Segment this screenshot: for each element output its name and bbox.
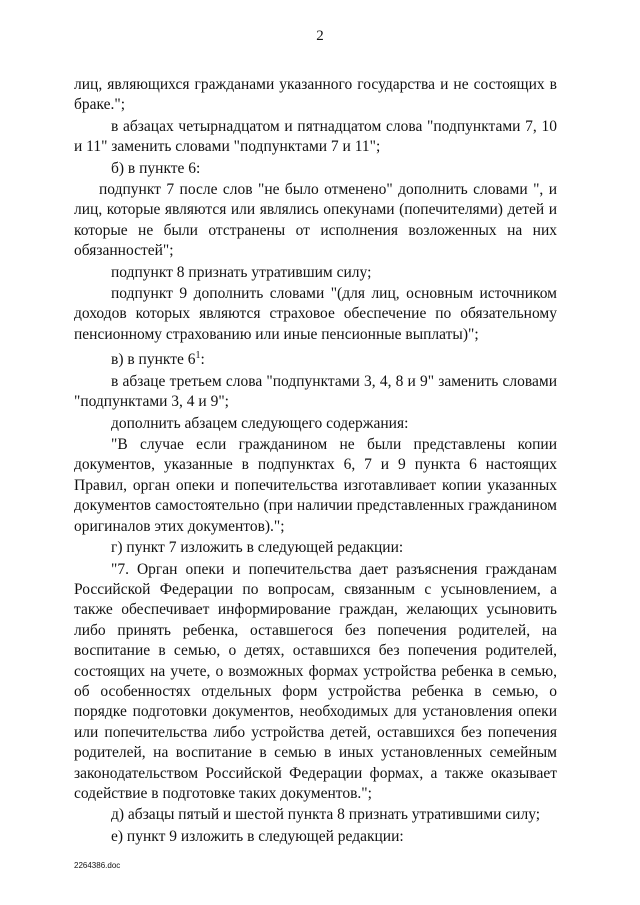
paragraph: д) абзацы пятый и шестой пункта 8 признать утратившими силу; [111,806,541,824]
paragraph: подпункт 8 признать утратившим силу; [111,263,372,281]
paragraph: "7. Орган опеки и попечительства дает разъяснения гражданам Российской Федерации по вопросам, связанным с усыновлением, а также обеспечивает информирование граждан, желающих усыновить либо принять ребенка, оставшегося без попечения родителей, на воспитание в семью, о детях, оставшихся без попечения родителей, состоящих на учете, о возможных формах устройства ребенка в семью, об особенностях отдельных форм устройства ребенка в семью, о порядке подготовки документов, необходимых для установления опеки или попечительства либо устройства детей, оставшихся без попечения родителей, на воспитание в семью в иных установленных семейным законодательством Российской Федерации формах, а также оказывает содействие в подготовке таких документов."; [74,560,557,802]
paragraph: "В случае если гражданином не были представлены копии документов, указанные в подпунктах 6, 7 и 9 пункта 6 настоящих Правил, орган опеки и попечительства изготавливает копии указанных документов самостоятельно (при наличии представленных гражданином оригиналов этих документов)."; [74,436,557,535]
document-body [74,75,557,847]
paragraph: в абзацах четырнадцатом и пятнадцатом слова "подпунктами 7, 10 и 11" заменить словами "подпунктами 7 и 11"; [74,117,557,156]
paragraph: подпункт 9 дополнить словами "(для лиц, основным источником доходов которых являются страховое обеспечение по обязательному пенсионному страхованию или иные пенсионные выплаты)"; [74,285,557,343]
paragraph-with-superscript [74,346,557,371]
paragraph: в абзаце третьем слова "подпунктами 3, 4, 8 и 9" заменить словами "подпунктами 3, 4 и 9"; [74,372,557,411]
paragraph: г) пункт 7 изложить в следующей редакции: [111,539,404,557]
paragraph-text: в) в пункте 6 [111,351,196,369]
paragraph: лиц, являющихся гражданами указанного государства и не состоящих в браке."; [74,76,557,114]
paragraph: б) в пункте 6: [111,159,201,177]
paragraph: дополнить абзацем следующего содержания: [111,414,409,432]
superscript: 1 [195,350,201,362]
footer-doc-code: 2264386.doc [74,861,121,870]
paragraph: е) пункт 9 изложить в следующей редакции: [111,827,404,845]
colon: : [200,351,205,369]
paragraph: подпункт 7 после слов "не было отменено" дополнить словами ", и лиц, которые являются или являлись опекунами (попечителями) детей и которые не были отстранены от исполнения возложенных на них обязанностей"; [74,181,557,260]
page-number: 2 [316,28,324,44]
